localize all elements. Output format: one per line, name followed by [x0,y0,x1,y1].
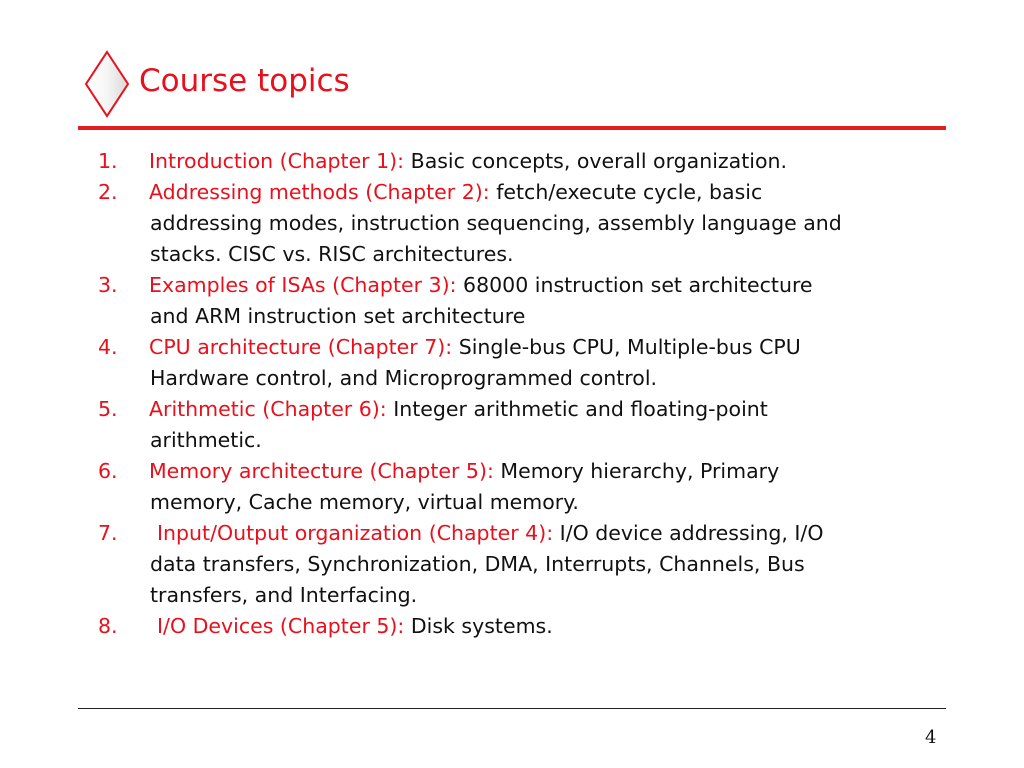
topic-number: 5. [98,397,118,421]
topic-number: 1. [98,149,118,173]
topic-heading: Memory architecture (Chapter 5): [149,459,494,483]
topic-number: 3. [98,273,118,297]
topic-number: 4. [98,335,118,359]
topic-description: Disk systems. [410,614,553,638]
topic-heading: Arithmetic (Chapter 6): [149,397,387,421]
topic-description: Basic concepts, overall organization. [410,149,788,173]
topic-first-line [149,332,801,363]
topic-heading: CPU architecture (Chapter 7): [149,335,453,359]
topic-number: 7. [98,521,118,545]
topic-heading: Input/Output organization (Chapter 4): [157,521,554,545]
topic-first-line [157,611,553,642]
topic-first-line [149,177,762,208]
topic-heading: Introduction (Chapter 1): [149,149,405,173]
topic-heading: Addressing methods (Chapter 2): [149,180,490,204]
title-underline [78,126,946,130]
topic-number: 6. [98,459,118,483]
topic-description: fetch/execute cycle, basic [496,180,763,204]
topic-first-line [149,394,768,425]
topic-description-continued: stacks. CISC vs. RISC architectures. [150,242,514,266]
topic-description-continued: arithmetic. [150,428,262,452]
topic-first-line [149,146,787,177]
topic-description-continued: addressing modes, instruction sequencing, assembly language and [150,211,842,235]
topic-description: I/O device addressing, I/O [559,521,824,545]
slide-title: Course topics [139,63,350,99]
topic-number: 8. [98,614,118,638]
topic-heading: I/O Devices (Chapter 5): [157,614,405,638]
topic-description: Single-bus CPU, Multiple-bus CPU [458,335,801,359]
diamond-bullet-icon [84,50,130,118]
topic-number: 2. [98,180,118,204]
topic-description-continued: transfers, and Interfacing. [150,583,418,607]
page-number: 4 [925,727,937,748]
topic-first-line [149,456,779,487]
footer-divider [78,708,946,709]
topic-first-line [149,270,813,301]
topic-description-continued: and ARM instruction set architecture [150,304,526,328]
topic-heading: Examples of ISAs (Chapter 3): [149,273,457,297]
topic-description-continued: Hardware control, and Microprogrammed control. [150,366,658,390]
topic-description: Integer arithmetic and floating-point [393,397,768,421]
topic-description: Memory hierarchy, Primary [500,459,780,483]
topic-description-continued: memory, Cache memory, virtual memory. [150,490,579,514]
topic-description: 68000 instruction set architecture [463,273,813,297]
topic-description-continued: data transfers, Synchronization, DMA, Interrupts, Channels, Bus [150,552,805,576]
topic-first-line [157,518,823,549]
